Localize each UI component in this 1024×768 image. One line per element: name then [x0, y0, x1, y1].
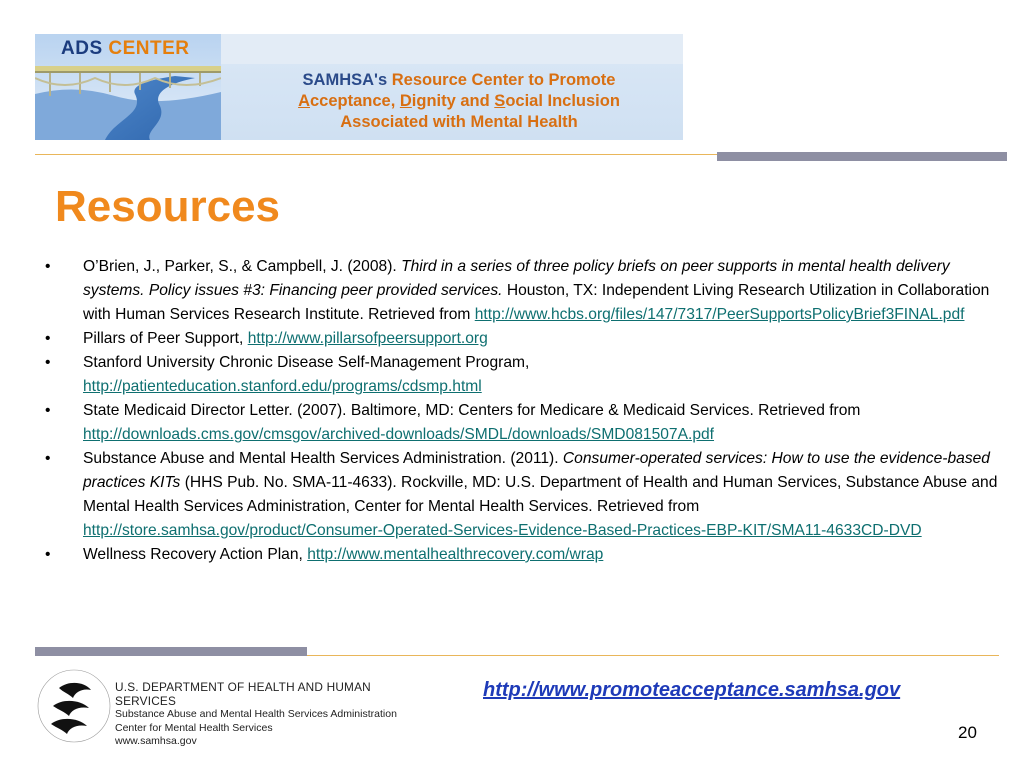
bullet: •	[45, 450, 51, 467]
top-gray-bar	[717, 152, 1007, 161]
hhs-department-name: U.S. DEPARTMENT OF HEALTH AND HUMAN SERVICES	[115, 680, 371, 708]
reference-link[interactable]: http://www.pillarsofpeersupport.org	[247, 330, 488, 347]
bullet: •	[45, 402, 51, 419]
banner-letter-s: S	[494, 92, 506, 110]
promoteacceptance-link[interactable]: http://www.promoteacceptance.samhsa.gov	[483, 679, 901, 701]
reference-text: Substance Abuse and Mental Health Services Administration. (2011).	[83, 450, 563, 467]
samhsa-website: www.samhsa.gov	[115, 735, 197, 747]
banner-letter-a: A	[298, 92, 310, 110]
reference-title: Third in a series of three policy briefs on peer supports in mental health delivery systems. Policy issues #3: Financing peer provided services.	[83, 258, 950, 299]
bullet: •	[45, 258, 51, 275]
banner-line-1	[249, 70, 669, 91]
reference-item-obrien	[40, 255, 1000, 327]
banner-resource-center: Resource Center to Promote	[391, 71, 616, 89]
bullet: •	[45, 330, 51, 347]
cmhs-name: Center for Mental Health Services	[115, 721, 273, 734]
logo-center-text: CENTER	[108, 38, 190, 59]
reference-text: Stanford University Chronic Disease Self-Management Program,	[83, 354, 530, 371]
reference-link[interactable]: http://downloads.cms.gov/cmsgov/archived-downloads/SMDL/downloads/SMD081507A.pdf	[83, 426, 715, 443]
bullet: •	[45, 546, 51, 563]
slide-title: Resources	[55, 182, 281, 231]
bridge-illustration	[35, 34, 221, 140]
hhs-text-block	[115, 681, 435, 749]
reference-item-pillars	[40, 327, 1000, 351]
reference-text: State Medicaid Director Letter. (2007). Baltimore, MD: Centers for Medicare & Medicaid Services. Retrieved from	[83, 402, 861, 419]
reference-item-samhsa	[40, 447, 1000, 543]
banner-top-band	[221, 34, 683, 64]
reference-text: (HHS Pub. No. SMA-11-4633). Rockville, MD: U.S. Department of Health and Human Services, Substance Abuse and Mental Health Services Administration, Center for Mental Health Services. Retrieved from	[83, 474, 998, 515]
reference-title: Consumer-operated services: How to use the evidence-based practices KITs	[83, 450, 990, 491]
reference-text: Pillars of Peer Support,	[83, 330, 248, 347]
reference-item-medicaid	[40, 399, 1000, 447]
reference-text: Houston, TX: Independent Living Research Utilization in Collaboration with Human Services Research Institute. Retrieved from	[83, 282, 990, 323]
reference-item-wrap	[40, 543, 1000, 567]
reference-list	[40, 255, 1000, 567]
banner-letter-d: D	[399, 92, 412, 110]
bottom-gray-bar	[35, 647, 307, 656]
ads-center-logo	[41, 38, 217, 60]
reference-text: O’Brien, J., Parker, S., & Campbell, J. (2008).	[83, 258, 402, 275]
reference-item-stanford	[40, 351, 1000, 399]
hhs-logo-block	[35, 662, 425, 748]
banner-acceptance: cceptance,	[309, 92, 400, 110]
logo-ads-text: ADS	[61, 38, 103, 59]
reference-text: Wellness Recovery Action Plan,	[83, 546, 308, 563]
page-number: 20	[958, 723, 977, 742]
banner-line-2	[249, 91, 669, 112]
reference-link[interactable]: http://store.samhsa.gov/product/Consumer-Operated-Services-Evidence-Based-Practices-EBP-KIT/SMA11-4633CD-DVD	[83, 522, 922, 539]
samhsa-name: Substance Abuse and Mental Health Services Administration	[115, 708, 397, 720]
hhs-seal-icon	[35, 662, 113, 748]
bottom-orange-rule	[307, 655, 999, 656]
top-orange-rule	[35, 154, 717, 155]
reference-link[interactable]: http://www.hcbs.org/files/147/7317/PeerSupportsPolicyBrief3FINAL.pdf	[474, 306, 965, 323]
reference-link[interactable]: http://patienteducation.stanford.edu/programs/cdsmp.html	[83, 378, 482, 395]
banner-line-3: Associated with Mental Health	[340, 113, 578, 131]
reference-link[interactable]: http://www.mentalhealthrecovery.com/wrap	[307, 546, 604, 563]
banner-samhsa: SAMHSA's	[302, 71, 392, 89]
bullet: •	[45, 354, 51, 371]
banner-dignity: ignity and	[411, 92, 495, 110]
banner-social-inclusion: ocial Inclusion	[505, 92, 620, 110]
ads-center-banner	[35, 34, 683, 140]
banner-heading	[249, 70, 669, 133]
